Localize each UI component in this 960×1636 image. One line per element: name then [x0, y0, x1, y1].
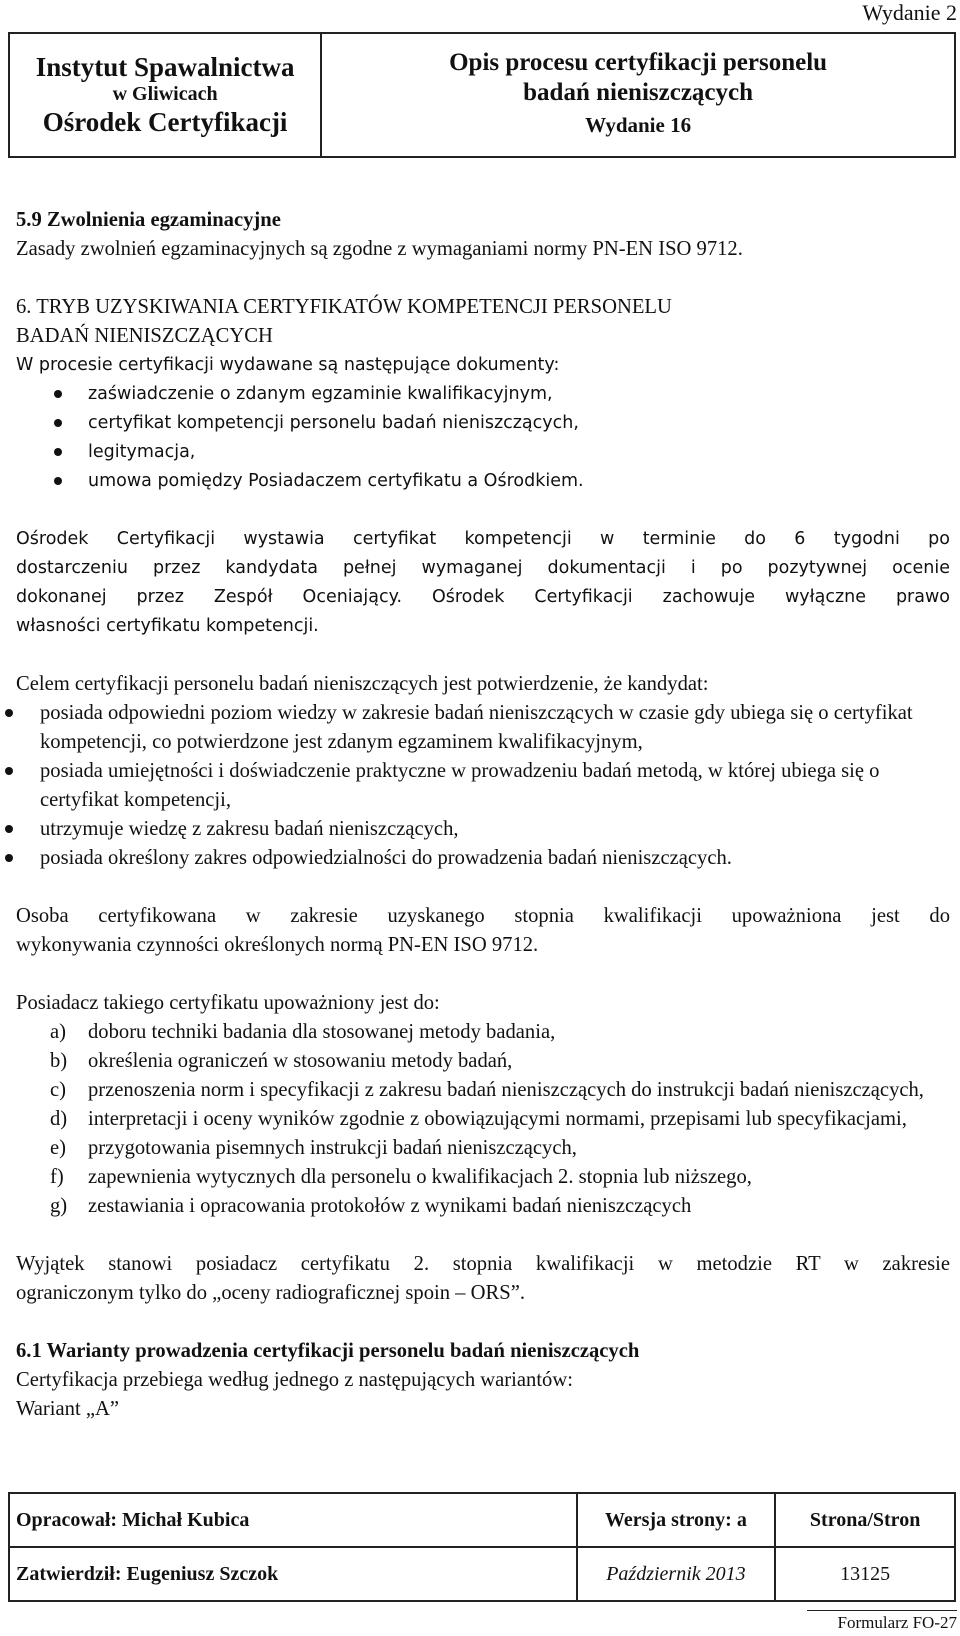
variant-label: Wariant „A”	[16, 1398, 119, 1420]
bullet-icon	[54, 390, 62, 398]
list-item: b) określenia ograniczeń w stosowaniu metody badań,	[50, 1050, 513, 1072]
paragraph-line: dostarczeniu przez kandydata pełnej wymaganej dokumentacji i po pozytywnej ocenie	[16, 558, 950, 578]
institute-unit: Ośrodek Certyfikacji	[42, 107, 288, 137]
holder-intro: Posiadacz takiego certyfikatu upoważniony jest do:	[16, 992, 440, 1014]
list-item: zaświadczenie o zdanym egzaminie kwalifikacyjnym,	[16, 380, 950, 409]
paragraph-line: wykonywania czynności określonych normą PN-EN ISO 9712.	[16, 934, 539, 956]
section-5-9-text: Zasady zwolnień egzaminacyjnych są zgodne z wymaganiami normy PN-EN ISO 9712.	[16, 238, 743, 260]
bullet-icon	[5, 854, 13, 862]
institute-name: Instytut Spawalnictwa	[35, 52, 295, 82]
document-title-line2: badań nieniszczących	[523, 79, 754, 106]
document-header	[8, 32, 956, 158]
list-item: f) zapewnienia wytycznych dla personelu o kwalifikacjach 2. stopnia lub niższego,	[50, 1166, 752, 1188]
form-code: Formularz FO-27	[807, 1610, 957, 1633]
document-title-cell	[321, 33, 955, 157]
bullet-icon	[5, 825, 13, 833]
page-version: Wersja strony: a	[577, 1493, 776, 1547]
bullet-icon	[54, 448, 62, 456]
section-6-heading-line1: 6. TRYB UZYSKIWANIA CERTYFIKATÓW KOMPETENCJI PERSONELU	[16, 296, 672, 318]
document-footer	[8, 1492, 956, 1602]
paragraph-line: Ośrodek Certyfikacji wystawia certyfikat kompetencji w terminie do 6 tygodni po	[16, 529, 950, 549]
section-6-1-heading: 6.1 Warianty prowadzenia certyfikacji personelu badań nieniszczących	[16, 1340, 640, 1362]
list-item: posiada umiejętności i doświadczenie praktyczne w prowadzeniu badań metodą, w której ubiega się o certyfikat kompetencji,	[16, 757, 950, 815]
list-item: g) zestawiania i opracowania protokołów z wynikami badań nieniszczących	[50, 1195, 692, 1217]
institute-cell	[9, 33, 321, 157]
list-item: c) przenoszenia norm i specyfikacji z zakresu badań nieniszczących do instrukcji badań nieniszczących,	[50, 1079, 924, 1101]
paragraph-line: Wyjątek stanowi posiadacz certyfikatu 2. stopnia kwalifikacji w metodzie RT w zakresie	[16, 1253, 950, 1275]
documents-intro: W procesie certyfikacji wydawane są następujące dokumenty:	[16, 355, 560, 375]
goal-intro: Celem certyfikacji personelu badań nieniszczących jest potwierdzenie, że kandydat:	[16, 673, 709, 695]
page-label: Strona/Stron	[775, 1493, 955, 1547]
bullet-icon	[5, 767, 13, 775]
list-item: e) przygotowania pisemnych instrukcji badań nieniszczących,	[50, 1137, 577, 1159]
edition-top-label: Wydanie 2	[862, 0, 957, 25]
list-item: a) doboru techniki badania dla stosowanej metody badania,	[50, 1021, 556, 1043]
section-5-9-heading: 5.9 Zwolnienia egzaminacyjne	[16, 209, 281, 231]
institute-city: w Gliwicach	[112, 83, 218, 105]
approved-by: Zatwierdził: Eugeniusz Szczok	[9, 1547, 577, 1601]
paragraph-line: dokonanej przez Zespół Oceniający. Ośrodek Certyfikacji zachowuje wyłączne prawo	[16, 587, 950, 607]
list-item: utrzymuje wiedzę z zakresu badań nieniszczących,	[16, 815, 950, 844]
paragraph-line: ograniczonym tylko do „oceny radiograficznej spoin – ORS”.	[16, 1282, 525, 1304]
list-item: posiada określony zakres odpowiedzialności do prowadzenia badań nieniszczących.	[16, 844, 950, 873]
section-6-heading-line2: BADAŃ NIENISZCZĄCYCH	[16, 325, 273, 347]
page-value: 13125	[775, 1547, 955, 1601]
list-item: posiada odpowiedni poziom wiedzy w zakresie badań nieniszczących w czasie gdy ubiega się o certyfikat kompetencji, co potwierdzone jest zdanym egzaminem kwalifikacyjnym,	[16, 699, 950, 757]
prepared-by: Opracował: Michał Kubica	[9, 1493, 577, 1547]
issue-date: Październik 2013	[577, 1547, 776, 1601]
bullet-icon	[54, 477, 62, 485]
document-title-line1: Opis procesu certyfikacji personelu	[449, 49, 828, 76]
list-item: legitymacja,	[16, 438, 950, 467]
document-body	[16, 206, 950, 1424]
list-item: umowa pomiędzy Posiadaczem certyfikatu a Ośrodkiem.	[16, 467, 950, 496]
paragraph-line: Osoba certyfikowana w zakresie uzyskanego stopnia kwalifikacji upoważniona jest do	[16, 905, 950, 927]
list-item: certyfikat kompetencji personelu badań nieniszczących,	[16, 409, 950, 438]
list-item: d) interpretacji i oceny wyników zgodnie z obowiązującymi normami, przepisami lub specyfikacjami,	[50, 1108, 907, 1130]
section-6-1-text: Certyfikacja przebiega według jednego z następujących wariantów:	[16, 1369, 573, 1391]
paragraph-line: własności certyfikatu kompetencji.	[16, 616, 319, 636]
bullet-icon	[5, 709, 13, 717]
document-edition: Wydanie 16	[585, 113, 692, 137]
bullet-icon	[54, 419, 62, 427]
